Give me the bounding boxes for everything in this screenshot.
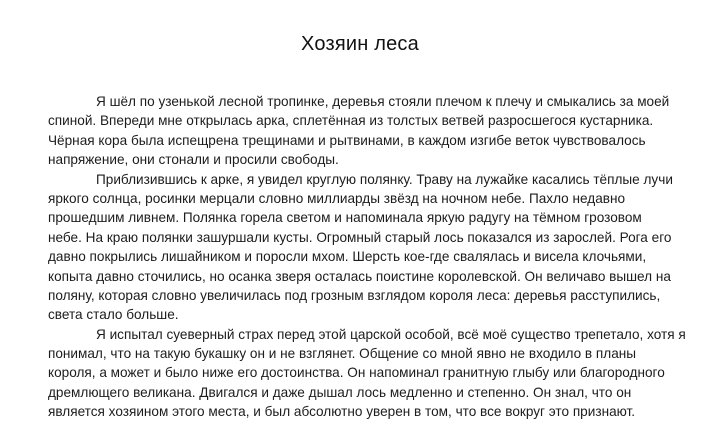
text-line: Я испытал суеверный страх перед этой царской особой, всё моё существо трепетало, хотя я xyxy=(96,326,686,342)
text-line: короля, а может и было ниже его достоинства. Он напоминал гранитную глыбу или благородного xyxy=(48,365,665,381)
text-line: яркого солнца, росинки мерцали словно миллиарды звёзд на ночном небе. Пахло недавно xyxy=(48,190,626,206)
text-line: небе. На краю полянки зашуршали кусты. Огромный старый лось показался из зарослей. Рога его xyxy=(48,229,672,245)
text-line: давно покрылись лишайником и поросли мхом. Шерсть кое-где свалялась и висела клочьями, xyxy=(48,249,647,265)
text-line: копыта давно сточились, но осанка зверя осталась поистине королевской. Он величаво вышел на xyxy=(48,268,671,284)
text-line: дремлющего великана. Двигался и даже дышал лось медленно и степенно. Он знал, что он xyxy=(48,384,632,400)
document-body xyxy=(48,92,686,422)
document-title: Хозяин леса xyxy=(301,33,419,55)
text-line: является хозяином этого места, и был абсолютно уверен в том, что все вокруг это признают. xyxy=(48,404,636,420)
text-line: поляну, которая словно увеличилась под грозным взглядом короля леса: деревья расступились, xyxy=(48,287,661,303)
text-line: Я шёл по узенькой лесной тропинке, деревья стояли плечом к плечу и смыкались за моей xyxy=(96,94,670,109)
text-line: спиной. Впереди мне открылась арка, сплетённая из толстых ветвей разросшегося кустарника. xyxy=(48,113,654,129)
text-line: света стало больше. xyxy=(48,307,179,323)
text-line: понимал, что на такую букашку он и не взглянет. Общение со мной явно не входило в планы xyxy=(48,346,637,362)
text-line: Чёрная кора была испещрена трещинами и рытвинами, в каждом изгибе веток чувствовалось xyxy=(48,132,646,148)
paragraph-3 xyxy=(48,325,686,422)
text-line: напряжение, они стонали и просили свободы. xyxy=(48,152,339,168)
paragraph-1 xyxy=(48,92,672,170)
paragraph-2 xyxy=(48,170,672,325)
text-line: Приблизившись к арке, я увидел круглую полянку. Траву на лужайке касались тёплые лучи xyxy=(96,171,673,187)
text-line: прошедшим ливнем. Полянка горела светом и напоминала яркую радугу на тёмном грозовом xyxy=(48,210,642,226)
